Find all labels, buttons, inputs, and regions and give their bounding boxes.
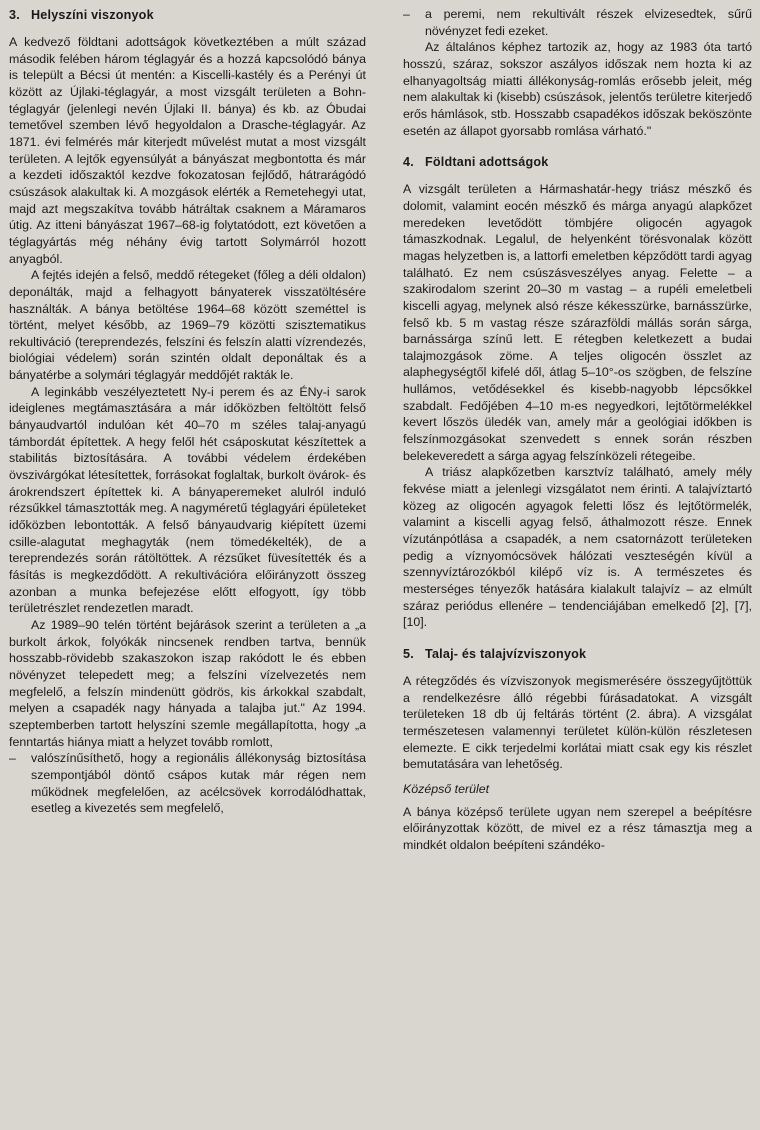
section-4-heading [403,153,752,171]
section-5-number: 5. [403,646,414,661]
left-column [9,6,366,817]
section-4-title: Földtani adottságok [425,155,549,170]
section-5-heading [403,645,752,663]
section-5-paragraph-1: A rétegződés és vízviszonyok megismerésére összegyűjtöttük a rendelkezésre álló régebbi fúrásadatokat. A vizsgált területeken 18 db új feltárás történt (2. ábra). A vizsgálat természetesen valamennyi területet külön-külön részletesen elemezte. E cikk terjedelmi korlátai miatt csak egy kis részlet bemutatására van lehetőség. [403,673,752,772]
section-3-paragraph-3: A leginkább veszélyeztetett Ny-i perem és az ÉNy-i sarok ideiglenes megtámasztására a már időközben feltöltött felső bányaudvartól indulóan két 40–70 m széles talaj-anyagú támbordát építettek. A hegy felől hét csáposkutat készítettek a stabilitás biztosítására. A további védelem érdekében övszivárgókat létesítettek, forrásokat foglaltak, burkolt övárok- és árokrendszert építettek ki. A bányaperemeket alulról induló rézsűkkel támasztották meg. A nagyméretű téglagyári épületeket időközben lebontották. A felső bányaudvarig kiépített üzemi csille-alagutat meghagyták (nem tömedékelték), de a tereprendezés során rátöltöttek. A rézsűket füvesítették és a fásítás is megkezdődött. A rekultivációra előirányzott összeg azonban a munka befejezése előtt elfogyott, így több területrészlet rendezetlen maradt. [9,384,366,616]
section-3-heading [9,6,366,24]
section-3-number: 3. [9,8,20,22]
section-3-paragraph-2: A fejtés idején a felső, meddő rétegeket (főleg a déli oldalon) deponálták, majd a felhagyott bányaterek visszatöltésére használták. A bánya betöltése 1964–68 között szeméttel is történt, melyet később, az 1969–79 közötti szisztematikus rekultiváció (tereprendezés, felszíni és felszín alatti vízrendezés, biológiai védelem) során szintén oldalt deponáltak és a bányatérbe a solymári téglagyár meddőjét rakták le. [9,268,366,383]
right-column [403,6,752,854]
dash-list-left [9,750,366,817]
section-3-paragraph-5: Az általános képhez tartozik az, hogy az 1983 óta tartó hosszú, száraz, sokszor aszályos időszak nem hozta ki az elhanyagoltság miatti állékonyság-romlás erősebb jeleit, még nem alakultak ki (kisebb) csúszások, jelentős területre kiterjedő erős hámlások, stb. Hosszabb csapadékos időszak beköszönte esetén az állapot gyorsabb romlása várható." [403,40,752,138]
section-3-paragraph-4: Az 1989–90 telén történt bejárások szerint a területen a „a burkolt árkok, folyókák nincsenek rendben tartva, bennük hosszabb-rövidebb szakaszokon iszap rakódott le és ebben növényzet telepedett meg; a felszíni vízelvezetés nem megfelelő, a felszín mindenütt gödrös, kis árkokkal szabdalt, melyen a csapadék nagy hányada a talajba jut." Az 1994. szeptemberben tartott helyszíni szemle megállapította, hogy „a fenntartás hiánya miatt a helyzet tovább romlott, [9,617,366,749]
section-4-paragraph-2: A triász alapkőzetben karsztvíz található, amely mély fekvése miatt a jelenlegi vizsgálatot nem érinti. A talajvíztartó közeg az oligocén agyagok feletti lősz és lejtőtörmelék, valamint a kiscelli agyag felső, áthalmozott része. Ennek vízutánpótlása a csapadék, a nem csatornázott területeken pedig a víznyomócsövek hálózati veszteségén kívül a szennyvíztározókból kilépő víz is. A természetes és mesterséges tényezők hatására kialakult talajvíz – az elmúlt száraz periódus ellenére – tendenciájában emelkedő [2], [7], [10]. [403,465,752,630]
section-5-title: Talaj- és talajvízviszonyok [425,646,587,661]
dash-list-item-1: – valószínűsíthető, hogy a regionális állékonyság biztosítása szempontjából döntő csápos kutak már régen nem működnek megfelelően, az acélcsövek korrodálódhattak, esetleg a kivezetés sem megfelelő, [9,750,366,817]
section-5-subheading: Középső terület [403,781,490,796]
section-4-number: 4. [403,155,414,170]
section-5-paragraph-2: A bánya középső területe ugyan nem szerepel a beépítésre előirányzottak között, de mivel ez a rész támasztja meg a mindkét oldalon beépíteni szándéko- [403,804,752,852]
dash-list-item-2: – a peremi, nem rekultivált részek elvizesedtek, sűrű növényzet fedi ezeket. [403,6,752,39]
section-3-title: Helyszíni viszonyok [31,8,154,22]
section-3-paragraph-1: A kedvező földtani adottságok következtében a múlt század második felében három téglagyár és a hozzá kapcsolódó bánya is települt a Bécsi út mentén: a Kiscelli-kastély és a Perényi út között az Újlaki-téglagyár, a most vizsgált területen a Bohn-téglagyár (jelenlegi nevén Újlaki II. bánya) és kb. az Óbudai temetővel szemben lévő hegyoldalon a Drasche-téglagyár. Az 1871. évi felmérés már kiterjedt művelést mutat a most vizsgált területen. A lejtők egyensúlyát a bányászat megbontotta és már a kezdeti időszaktól kezdve fokozatosan fejlődő, hátrarágódó csúszások alakultak ki. A mozgások elérték a Remetehegyi utat, majd azt megszakítva tovább hátráltak csaknem a Máramaros útig. Az itteni bányászat 1967–68-ig folytatódott, ezt követően a téglagyártás még néhány évig tartott Solymárról hozott anyagból. [9,35,366,266]
dash-list-right [403,6,752,39]
section-4-paragraph-1: A vizsgált területen a Hármashatár-hegy triász mészkő és dolomit, valamint eocén mészkő és márga anyagú alapkőzet meredeken levetődött tömbjére oligocén agyagok támaszkodnak. Legalul, de helyenként törésvonalak között magas helyzetben is, a lattorfi emeletben képződött tardi agyag található. Ez nem csúszásveszélyes anyag. Felette – a szakirodalom szerint 20–30 m vastag – a rupéli emeletbeli kiscelli agyag, melynek alsó része kékesszürke, barnásszürke, felső kb. 5 m vastag része szárazföldi mállás során sárga, barnássárga színű lett. E rétegben keletkezett a budai talajmozgások zöme. A teljes oligocén összlet az alaphegységtől kifelé dől, átlag 5–10°-os szögben, de felszíne hullámos, vetődésekkel és kisebb-nagyobb lépcsőkkel szabdalt. Fedőjében 4–10 m-es negyedkori, lejtőtörmelékkel kevert lőszös üledék van, amely már a geológiai időkben is felszínmozgásokat szenvedett s ennek során részben belekeveredett a sárga agyag felszínközeli rétegeibe. [403,182,752,463]
